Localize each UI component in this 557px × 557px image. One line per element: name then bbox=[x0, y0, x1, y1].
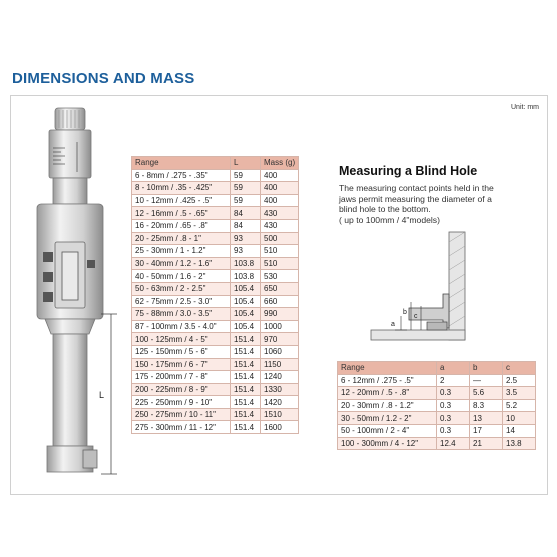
cell-range: 50 - 63mm / 2 - 2.5" bbox=[132, 282, 231, 295]
cell-mass: 500 bbox=[261, 232, 299, 245]
cell-l: 59 bbox=[231, 182, 261, 195]
clamp-left-mid bbox=[43, 272, 53, 282]
cell-range: 20 - 30mm / .8 - 1.2" bbox=[338, 399, 437, 412]
cell-range: 30 - 40mm / 1.2 - 1.6" bbox=[132, 257, 231, 270]
grip-window bbox=[62, 252, 78, 300]
thimble bbox=[49, 130, 91, 178]
cell-l: 151.4 bbox=[231, 371, 261, 384]
cell-range: 225 - 250mm / 9 - 10" bbox=[132, 396, 231, 409]
table-row bbox=[132, 219, 299, 232]
table-row bbox=[132, 308, 299, 321]
table-row bbox=[132, 421, 299, 434]
cell-a: 0.3 bbox=[437, 399, 470, 412]
cell-c: 13.8 bbox=[503, 437, 536, 450]
cell-range: 16 - 20mm / .65 - .8" bbox=[132, 219, 231, 232]
cell-c: 14 bbox=[503, 424, 536, 437]
cell-mass: 970 bbox=[261, 333, 299, 346]
table-header-row bbox=[132, 157, 299, 170]
cell-mass: 1510 bbox=[261, 408, 299, 421]
cell-mass: 1240 bbox=[261, 371, 299, 384]
table-row bbox=[132, 232, 299, 245]
cell-range: 8 - 10mm / .35 - .425" bbox=[132, 182, 231, 195]
table-row bbox=[132, 182, 299, 195]
cell-l: 151.4 bbox=[231, 345, 261, 358]
cell-l: 105.4 bbox=[231, 308, 261, 321]
table-row bbox=[132, 282, 299, 295]
cell-mass: 660 bbox=[261, 295, 299, 308]
cell-l: 103.8 bbox=[231, 270, 261, 283]
cell-range: 75 - 88mm / 3.0 - 3.5" bbox=[132, 308, 231, 321]
header-range: Range bbox=[338, 362, 437, 375]
table-row bbox=[338, 424, 536, 437]
cell-range: 12 - 20mm / .5 - .8" bbox=[338, 387, 437, 400]
header-b: b bbox=[470, 362, 503, 375]
table-row bbox=[132, 194, 299, 207]
table-row bbox=[338, 374, 536, 387]
cell-range: 275 - 300mm / 11 - 12" bbox=[132, 421, 231, 434]
cell-l: 105.4 bbox=[231, 320, 261, 333]
clamp-left-top bbox=[43, 252, 53, 262]
cell-range: 12 - 16mm / .5 - .65" bbox=[132, 207, 231, 220]
cell-l: 84 bbox=[231, 207, 261, 220]
cell-l: 105.4 bbox=[231, 282, 261, 295]
table-row bbox=[132, 270, 299, 283]
cell-b: 17 bbox=[470, 424, 503, 437]
cell-b: 21 bbox=[470, 437, 503, 450]
extension-rod bbox=[53, 334, 87, 446]
cell-range: 25 - 30mm / 1 - 1.2" bbox=[132, 245, 231, 258]
table-row bbox=[132, 245, 299, 258]
cell-mass: 1060 bbox=[261, 345, 299, 358]
cell-l: 105.4 bbox=[231, 295, 261, 308]
label-a: a bbox=[391, 321, 395, 328]
blind-hole-title: Measuring a Blind Hole bbox=[339, 164, 478, 178]
table-row bbox=[338, 437, 536, 450]
cell-mass: 510 bbox=[261, 245, 299, 258]
cell-c: 3.5 bbox=[503, 387, 536, 400]
body-neck bbox=[45, 319, 95, 334]
label-c: c bbox=[414, 313, 418, 320]
cell-a: 2 bbox=[437, 374, 470, 387]
cell-b: — bbox=[470, 374, 503, 387]
cell-range: 125 - 150mm / 5 - 6" bbox=[132, 345, 231, 358]
dimensions-mass-table bbox=[131, 156, 299, 434]
cell-mass: 1420 bbox=[261, 396, 299, 409]
description-line: blind hole to the bottom. bbox=[339, 204, 431, 215]
cell-range: 150 - 175mm / 6 - 7" bbox=[132, 358, 231, 371]
cell-l: 59 bbox=[231, 194, 261, 207]
clamp-right bbox=[87, 260, 95, 268]
cell-b: 5.6 bbox=[470, 387, 503, 400]
header-l: L bbox=[231, 157, 261, 170]
cell-mass: 400 bbox=[261, 194, 299, 207]
cell-range: 6 - 8mm / .275 - .35" bbox=[132, 169, 231, 182]
description-line: The measuring contact points held in the bbox=[339, 183, 494, 193]
description-line: ( up to 100mm / 4"models) bbox=[339, 214, 440, 225]
cell-mass: 650 bbox=[261, 282, 299, 295]
cell-mass: 510 bbox=[261, 257, 299, 270]
table-row bbox=[338, 412, 536, 425]
cell-a: 0.3 bbox=[437, 387, 470, 400]
header-a: a bbox=[437, 362, 470, 375]
cell-mass: 990 bbox=[261, 308, 299, 321]
cell-l: 93 bbox=[231, 245, 261, 258]
cell-range: 6 - 12mm / .275 - .5" bbox=[338, 374, 437, 387]
cell-range: 20 - 25mm / .8 - 1" bbox=[132, 232, 231, 245]
cell-mass: 430 bbox=[261, 219, 299, 232]
blind-hole-table bbox=[337, 361, 536, 450]
cell-l: 59 bbox=[231, 169, 261, 182]
cell-l: 151.4 bbox=[231, 333, 261, 346]
ratchet-knob bbox=[55, 108, 85, 130]
hole-bottom bbox=[371, 330, 465, 340]
header-c: c bbox=[503, 362, 536, 375]
cell-l: 84 bbox=[231, 219, 261, 232]
table-row bbox=[132, 295, 299, 308]
cell-a: 0.3 bbox=[437, 412, 470, 425]
cell-a: 0.3 bbox=[437, 424, 470, 437]
cell-a: 12.4 bbox=[437, 437, 470, 450]
cell-range: 50 - 100mm / 2 - 4" bbox=[338, 424, 437, 437]
cell-l: 151.4 bbox=[231, 421, 261, 434]
table-row bbox=[132, 396, 299, 409]
cell-b: 8.3 bbox=[470, 399, 503, 412]
clamp-left-bottom bbox=[43, 292, 53, 302]
header-range: Range bbox=[132, 157, 231, 170]
cell-range: 10 - 12mm / .425 - .5" bbox=[132, 194, 231, 207]
contact-point bbox=[83, 450, 97, 468]
table-row bbox=[132, 257, 299, 270]
cell-range: 40 - 50mm / 1.6 - 2" bbox=[132, 270, 231, 283]
cell-mass: 1600 bbox=[261, 421, 299, 434]
table-row bbox=[338, 387, 536, 400]
table-row bbox=[132, 371, 299, 384]
table-row bbox=[132, 358, 299, 371]
page-heading: DIMENSIONS AND MASS bbox=[12, 70, 195, 87]
table-row bbox=[132, 408, 299, 421]
micrometer-illustration bbox=[25, 102, 125, 487]
cell-range: 100 - 300mm / 4 - 12" bbox=[338, 437, 437, 450]
blind-hole-diagram bbox=[363, 230, 475, 348]
unit-label: Unit: mm bbox=[511, 104, 539, 111]
cell-mass: 400 bbox=[261, 169, 299, 182]
cell-l: 103.8 bbox=[231, 257, 261, 270]
table-row bbox=[132, 169, 299, 182]
cell-l: 93 bbox=[231, 232, 261, 245]
cell-l: 151.4 bbox=[231, 383, 261, 396]
table-row bbox=[338, 399, 536, 412]
label-b: b bbox=[403, 309, 407, 316]
cell-b: 13 bbox=[470, 412, 503, 425]
content-frame bbox=[10, 95, 548, 495]
description-line: jaws permit measuring the diameter of a bbox=[339, 193, 492, 204]
table-row bbox=[132, 345, 299, 358]
cell-c: 2.5 bbox=[503, 374, 536, 387]
table-row bbox=[132, 333, 299, 346]
cell-mass: 1150 bbox=[261, 358, 299, 371]
table-row bbox=[132, 207, 299, 220]
cell-range: 30 - 50mm / 1.2 - 2" bbox=[338, 412, 437, 425]
hole-wall bbox=[449, 232, 465, 340]
cell-l: 151.4 bbox=[231, 396, 261, 409]
cell-range: 200 - 225mm / 8 - 9" bbox=[132, 383, 231, 396]
cell-mass: 1330 bbox=[261, 383, 299, 396]
cell-mass: 530 bbox=[261, 270, 299, 283]
header-mass: Mass (g) bbox=[261, 157, 299, 170]
cell-range: 62 - 75mm / 2.5 - 3.0" bbox=[132, 295, 231, 308]
cell-mass: 1000 bbox=[261, 320, 299, 333]
cell-c: 10 bbox=[503, 412, 536, 425]
cell-range: 175 - 200mm / 7 - 8" bbox=[132, 371, 231, 384]
cell-l: 151.4 bbox=[231, 408, 261, 421]
table-row bbox=[132, 383, 299, 396]
table-header-row bbox=[338, 362, 536, 375]
cell-mass: 430 bbox=[261, 207, 299, 220]
dimension-l-label: L bbox=[99, 390, 105, 400]
sleeve bbox=[53, 178, 87, 204]
cell-range: 100 - 125mm / 4 - 5" bbox=[132, 333, 231, 346]
cell-l: 151.4 bbox=[231, 358, 261, 371]
blind-hole-description bbox=[339, 183, 514, 225]
cell-range: 87 - 100mm / 3.5 - 4.0" bbox=[132, 320, 231, 333]
cell-range: 250 - 275mm / 10 - 11" bbox=[132, 408, 231, 421]
table-row bbox=[132, 320, 299, 333]
contact-tip bbox=[427, 322, 447, 330]
cell-mass: 400 bbox=[261, 182, 299, 195]
cell-c: 5.2 bbox=[503, 399, 536, 412]
